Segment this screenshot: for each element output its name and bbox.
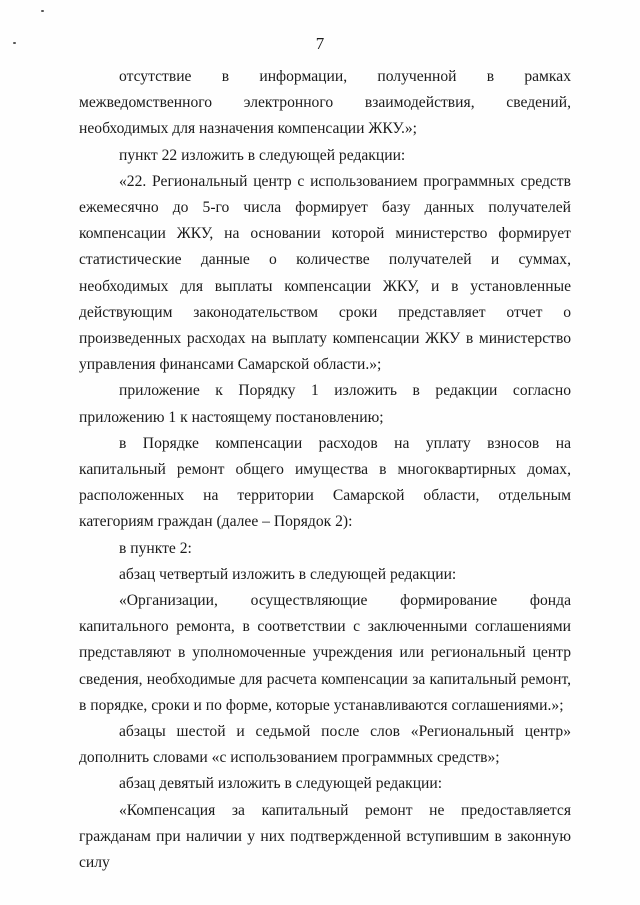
paragraph: в пункте 2: xyxy=(119,539,192,557)
paragraph: пункт 22 изложить в следующей редакции: xyxy=(119,146,406,164)
paragraph: отсутствие в информации, полученной в рамках межведомственного электронного взаимодействия, сведений, необходимых для назначения компенсации ЖКУ.»; xyxy=(79,68,571,138)
paragraph: абзацы шестой и седьмой после слов «Региональный центр» дополнить словами «с использованием программных средств»; xyxy=(79,723,571,767)
scan-speck xyxy=(41,10,44,12)
paragraph: приложение к Порядку 1 изложить в редакции согласно приложению 1 к настоящему постановлению; xyxy=(79,382,571,426)
page-number: 7 xyxy=(315,34,325,53)
paragraph: в Порядке компенсации расходов на уплату взносов на капитальный ремонт общего имущества в многоквартирных домах, расположенных на территории Самарской области, отдельным категориям граждан (далее – Порядок 2): xyxy=(79,434,571,531)
paragraph: «22. Региональный центр с использованием программных средств ежемесячно до 5-го числа формирует базу данных получателей компенсации ЖКУ, на основании которой министерство формирует статистические данные о количестве получателей и суммах, необходимых для выплаты компенсации ЖКУ, и в установленные действующим законодательством сроки представляет отчет о произведенных расходах на выплату компенсации ЖКУ в министерство управления финансами Самарской области.»; xyxy=(79,172,571,374)
paragraph: абзац четвертый изложить в следующей редакции: xyxy=(119,565,457,583)
paragraph: «Организации, осуществляющие формирование фонда капитального ремонта, в соответствии с заключенными соглашениями представляют в уполномоченные учреждения или региональный центр сведения, необходимые для расчета компенсации за капитальный ремонт, в порядке, сроки и по форме, которые устанавливаются соглашениями.»; xyxy=(79,592,571,714)
paragraph: абзац девятый изложить в следующей редакции: xyxy=(119,775,443,793)
document-body xyxy=(79,64,571,876)
paragraph: «Компенсация за капитальный ремонт не предоставляется гражданам при наличии у них подтвержденной вступившим в законную силу xyxy=(79,801,571,872)
